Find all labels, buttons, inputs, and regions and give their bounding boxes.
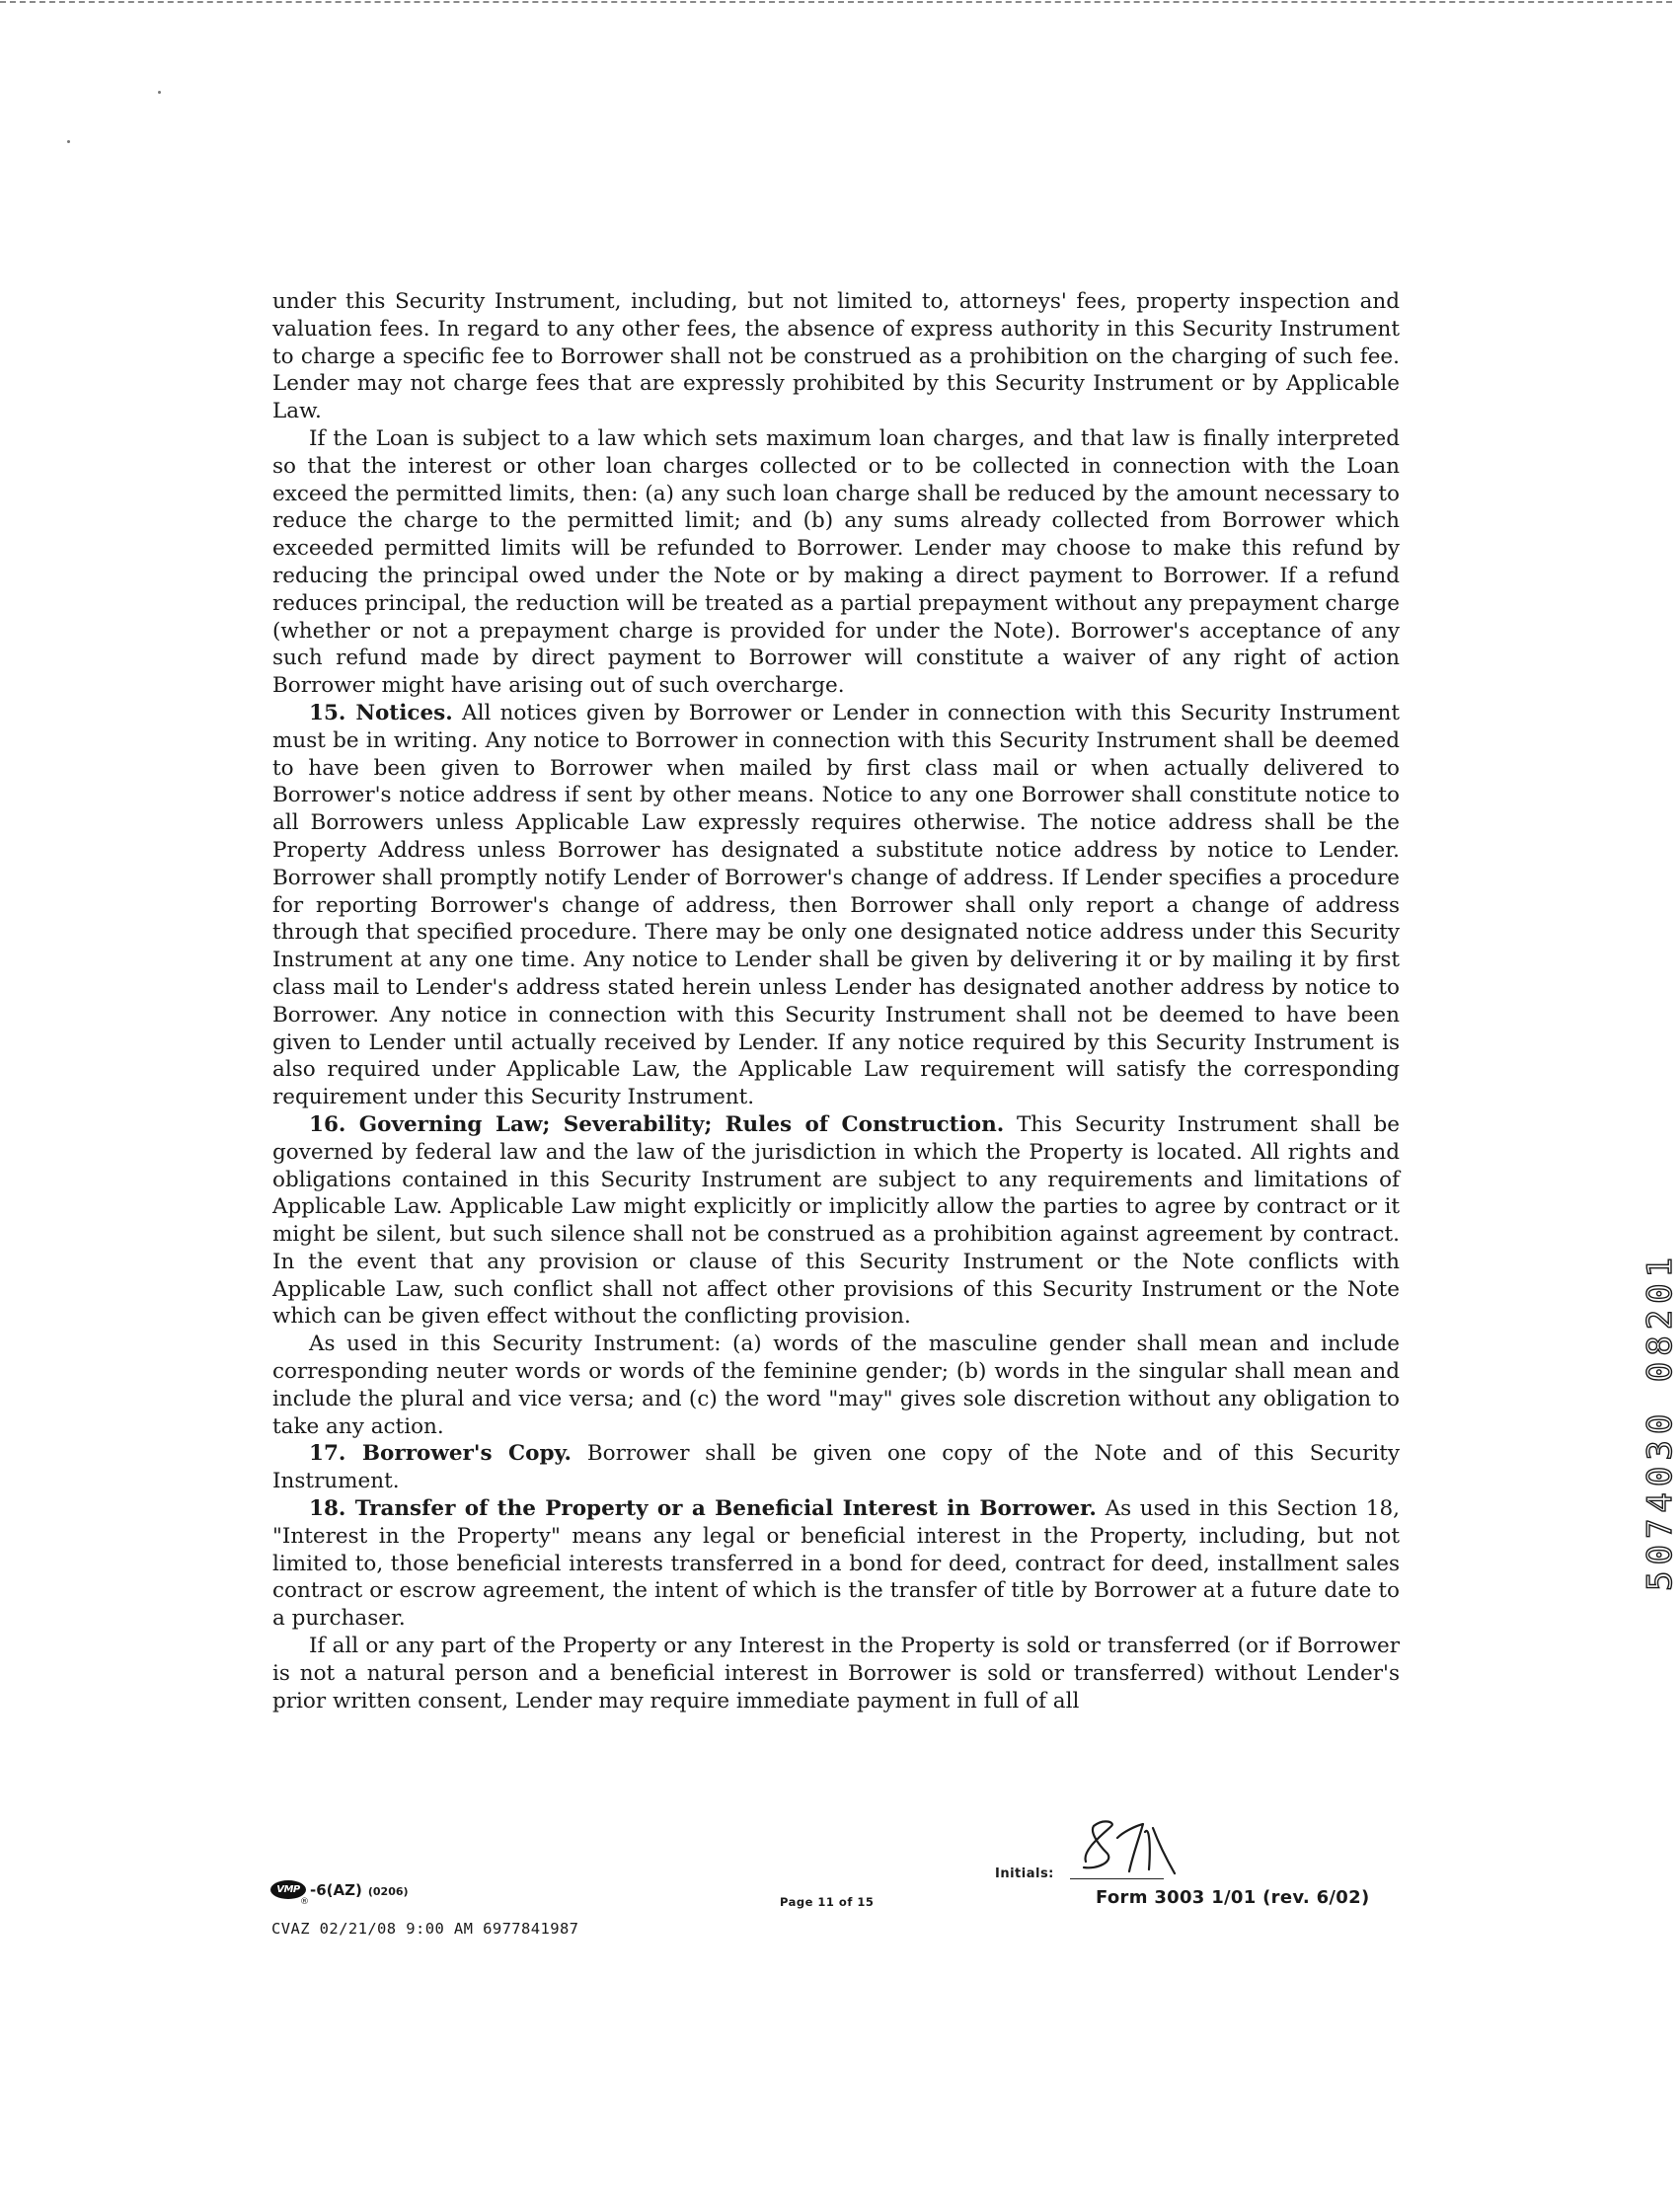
section-17-borrowers-copy	[272, 1440, 1400, 1495]
scan-top-border	[0, 1, 1672, 3]
form-revision-code: (0206)	[367, 1884, 409, 1898]
paragraph-fees: under this Security Instrument, including, but not limited to, attorneys' fees, property inspection and valuation fees. In regard to any other fees, the absence of express authority in this Security Instrument to charge a specific fee to Borrower shall not be construed as a prohibition on the charging of such fee. Lender may not charge fees that are expressly prohibited by this Security Instrument or by Applicable Law.	[272, 289, 1400, 424]
section-18-text: As used in this Section 18, "Interest in the Property" means any legal or beneficial interest in the Property, including, but not limited to, those beneficial interests transferred in a bond for deed, contract for deed, installment sales contract or escrow agreement, the intent of which is the transfer of title by Borrower at a future date to a purchaser.	[272, 1496, 1400, 1632]
initials-label: Initials:	[995, 1866, 1054, 1881]
section-18-heading: 18. Transfer of the Property or a Beneficial Interest in Borrower.	[309, 1496, 1097, 1522]
paragraph-construction: As used in this Security Instrument: (a) words of the masculine gender shall mean and include corresponding neuter words or words of the feminine gender; (b) words in the singular shall mean and include the plural and vice versa; and (c) the word "may" gives sole discretion without any obligation to take any action.	[272, 1332, 1400, 1439]
section-17-text: Borrower shall be given one copy of the Note and of this Security Instrument.	[272, 1441, 1400, 1494]
recording-stamp-number: 5074030 08201	[1641, 1251, 1680, 1591]
paragraph-loan-charges: If the Loan is subject to a law which sets maximum loan charges, and that law is finally interpreted so that the interest or other loan charges collected or to be collected in connection with the Loan exceed the permitted limits, then: (a) any such loan charge shall be reduced by the amount necessary to reduce the charge to the permitted limit; and (b) any sums already collected from Borrower which exceeded permitted limits will be refunded to Borrower. Lender may choose to make this refund by reducing the principal owed under the Note or by making a direct payment to Borrower. If a refund reduces principal, the reduction will be treated as a partial prepayment without any prepayment charge (whether or not a prepayment charge is provided for under the Note). Borrower's acceptance of any such refund made by direct payment to Borrower will constitute a waiver of any right of action Borrower might have arising out of such overcharge.	[272, 425, 1400, 699]
scan-speck	[158, 91, 161, 94]
section-15-text: All notices given by Borrower or Lender in connection with this Security Instrument must be in writing. Any notice to Borrower in connection with this Security Instrument shall be deemed to have been given to Borrower when mailed by first class mail or when actually delivered to Borrower's notice address if sent by other means. Notice to any one Borrower shall constitute notice to all Borrowers unless Applicable Law expressly requires otherwise. The notice address shall be the Property Address unless Borrower has designated a substitute notice address by notice to Lender. Borrower shall promptly notify Lender of Borrower's change of address. If Lender specifies a procedure for reporting Borrower's change of address, then Borrower shall only report a change of address through that specified procedure. There may be only one designated notice address under this Security Instrument at any one time. Any notice to Lender shall be given by delivering it or by mailing it by first class mail to Lender's address stated herein unless Lender has designated another address by notice to Borrower. Any notice in connection with this Security Instrument shall not be deemed to have been given to Lender until actually received by Lender. If any notice required by this Security Instrument is also required under Applicable Law, the Applicable Law requirement will satisfy the corresponding requirement under this Security Instrument.	[272, 700, 1400, 1110]
document-body	[272, 288, 1400, 1714]
section-15-notices	[272, 700, 1400, 1111]
form-code-number: -6(AZ)	[310, 1880, 362, 1899]
section-16-text: This Security Instrument shall be governed by federal law and the law of the jurisdiction in which the Property is located. All rights and obligations contained in this Security Instrument are subject to any requirements and limitations of Applicable Law. Applicable Law might explicitly or implicitly allow the parties to agree by contract or it might be silent, but such silence shall not be construed as a prohibition against agreement by contract. In the event that any provision or clause of this Security Instrument or the Note conflicts with Applicable Law, such conflict shall not affect other provisions of this Security Instrument or the Note which can be given effect without the conflicting provision.	[272, 1111, 1400, 1330]
section-16-governing-law	[272, 1111, 1400, 1331]
form-logo-block	[270, 1880, 409, 1907]
registered-mark-icon: ®	[300, 1897, 309, 1907]
section-16-heading: 16. Governing Law; Severability; Rules of Construction.	[309, 1111, 1005, 1137]
paragraph-sale-transfer: If all or any part of the Property or any Interest in the Property is sold or transferred (or if Borrower is not a natural person and a beneficial interest in Borrower is sold or transferred) without Lender's prior written consent, Lender may require immediate payment in full of all	[272, 1634, 1400, 1714]
section-17-heading: 17. Borrower's Copy.	[309, 1441, 573, 1467]
page-number: Page 11 of 15	[780, 1895, 875, 1909]
form-identifier: Form 3003 1/01 (rev. 6/02)	[1096, 1887, 1370, 1908]
document-timestamp: CVAZ 02/21/08 9:00 AM 6977841987	[271, 1920, 579, 1938]
scan-speck	[67, 140, 70, 143]
vmp-logo-icon: VMP	[270, 1880, 306, 1899]
section-15-heading: 15. Notices.	[309, 700, 453, 725]
form-code	[310, 1881, 409, 1899]
initials-signature-icon	[1064, 1804, 1212, 1883]
section-18-transfer	[272, 1495, 1400, 1633]
